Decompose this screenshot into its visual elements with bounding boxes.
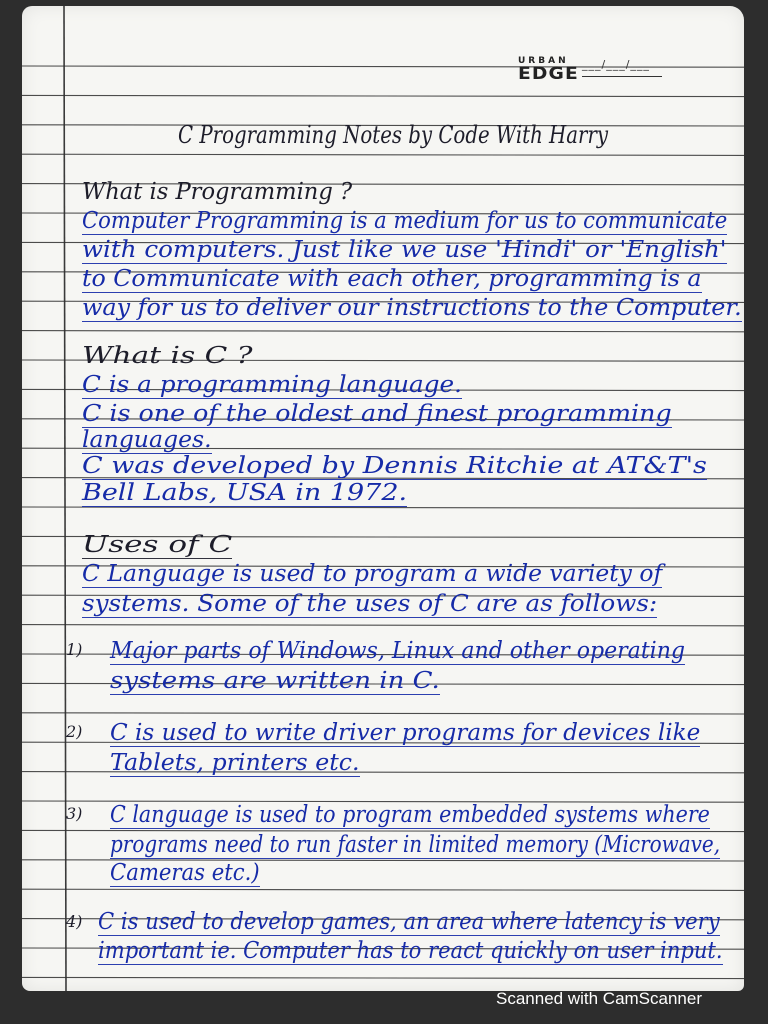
use-item-line: systems are written in C. <box>110 668 440 694</box>
ruled-line <box>22 625 744 626</box>
ruled-line <box>22 154 744 155</box>
brand-line2: EDGE <box>518 64 579 84</box>
ruled-line <box>22 713 744 714</box>
section1-line: with computers. Just like we use 'Hindi' or 'English' <box>82 237 727 263</box>
section1-line: Computer Programming is a medium for us to communicate <box>82 208 728 234</box>
notebook-page <box>22 6 744 991</box>
section2-line: C was developed by Dennis Ritchie at AT&T's <box>82 453 707 479</box>
ruled-line <box>22 889 744 890</box>
scanner-watermark: Scanned with CamScanner <box>496 989 703 1008</box>
ruled-line <box>22 95 744 96</box>
section2-line: languages. <box>82 427 212 453</box>
use-item-line: programs need to run faster in limited memory (Microwave, <box>110 832 721 858</box>
use-item-line: C is used to write driver programs for devices like <box>110 720 701 746</box>
item-number: 2) <box>66 722 83 741</box>
date-underline <box>582 76 662 77</box>
section1-line: to Communicate with each other, programming is a <box>82 266 702 292</box>
section2-line: C is a programming language. <box>82 372 462 398</box>
brand-line1: URBAN <box>518 56 569 66</box>
uses-intro-line: systems. Some of the uses of C are as follows: <box>82 591 658 617</box>
ruled-line <box>22 331 744 332</box>
item-number: 3) <box>66 804 83 823</box>
date-blank: ___/___/___ <box>582 58 650 71</box>
section1-line: way for us to deliver our instructions to the Computer. <box>82 295 742 321</box>
use-item-line: C language is used to program embedded systems where <box>110 802 710 828</box>
notebook-brand-logo <box>518 56 678 90</box>
use-item-line: Major parts of Windows, Linux and other operating <box>110 638 686 664</box>
ruled-line <box>22 977 744 978</box>
use-item-line: Cameras etc.) <box>110 860 260 886</box>
heading-what-is-programming: What is Programming ? <box>82 179 353 205</box>
heading-what-is-c: What is C ? <box>82 343 253 369</box>
use-item-line: important ie. Computer has to react quickly on user input. <box>98 938 723 964</box>
use-item-line: Tablets, printers etc. <box>110 750 360 776</box>
page-title: C Programming Notes by Code With Harry <box>178 121 609 149</box>
uses-intro-line: C Language is used to program a wide variety of <box>82 561 663 587</box>
use-item-line: C is used to develop games, an area where latency is very <box>98 909 720 935</box>
item-number: 1) <box>66 640 83 659</box>
section2-line: C is one of the oldest and finest programming <box>82 401 672 427</box>
section2-line: Bell Labs, USA in 1972. <box>82 480 408 506</box>
item-number: 4) <box>66 912 83 931</box>
heading-uses-of-c: Uses of C <box>82 532 233 558</box>
